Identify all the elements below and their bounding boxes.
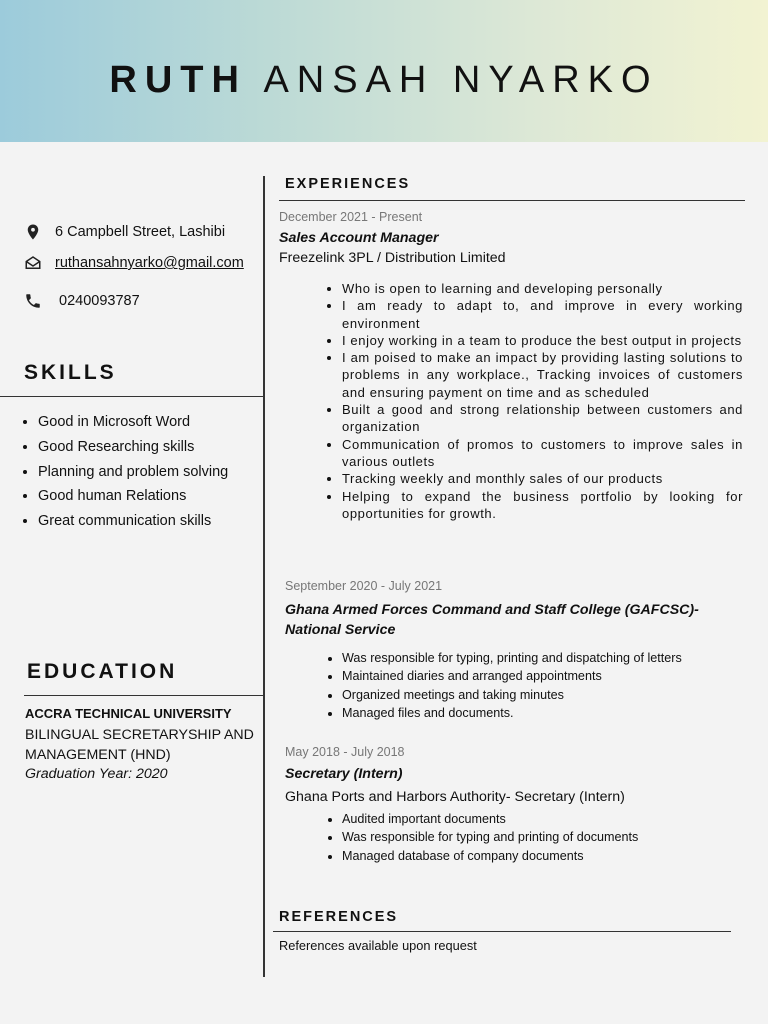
education-school: ACCRA TECHNICAL UNIVERSITY [25,706,232,721]
job-company: Freezelink 3PL / Distribution Limited [279,250,506,266]
skills-list [20,411,228,535]
phone-text: 0240093787 [59,293,140,309]
last-name: ANSAH NYARKO [263,59,659,101]
duty-item: • Audited important documents [342,810,742,828]
skills-divider [0,396,264,397]
experiences-heading: EXPERIENCES [285,176,411,192]
contact-phone [24,292,140,310]
duty-item: • Organized meetings and taking minutes [342,686,742,704]
education-degree: BILINGUAL SECRETARYSHIP AND MANAGEMENT (HND) [25,727,254,763]
references-divider [273,931,731,932]
duty-item: • Managed files and documents. [342,704,742,722]
email-link[interactable]: ruthansahnyarko@gmail.com [55,255,244,271]
job-company: Ghana Ports and Harbors Authority- Secretary (Intern) [285,789,625,805]
duty-item: • I am ready to adapt to, and improve in every working environment [342,297,743,332]
education-divider [24,695,264,696]
skill-item: • Good Researching skills [38,436,228,461]
header-banner [0,0,768,142]
job-duties-list [325,280,743,522]
skill-item: • Great communication skills [38,510,228,535]
duty-item: • I am poised to make an impact by providing lasting solutions to problems in any workplace., Tracking invoices of customers and ensuring payment on time and as scheduled [342,349,743,401]
duty-item: • I enjoy working in a team to produce the best output in projects [342,332,743,349]
job-role: Sales Account Manager [279,230,439,246]
experiences-divider [279,200,745,201]
location-pin-icon [24,223,42,241]
job-role: Ghana Armed Forces Command and Staff College (GAFCSC)- [285,602,699,618]
education-heading: EDUCATION [27,660,178,683]
job-duties-list [325,810,742,865]
phone-icon [24,292,42,310]
contact-address [24,223,225,241]
skill-item: • Good human Relations [38,485,228,510]
duty-item: • Was responsible for typing and printing of documents [342,828,742,846]
address-text: 6 Campbell Street, Lashibi [55,224,226,240]
first-name: RUTH [109,59,247,101]
education-year: Graduation Year: 2020 [25,766,168,782]
duty-item: • Managed database of company documents [342,847,742,865]
duty-item: • Maintained diaries and arranged appointments [342,667,742,685]
skill-item: • Planning and problem solving [38,461,228,486]
contact-email [24,254,244,272]
job-dates: September 2020 - July 2021 [285,579,443,593]
job-role: Secretary (Intern) [285,766,403,782]
skill-item: • Good in Microsoft Word [38,411,228,436]
duty-item: • Tracking weekly and monthly sales of our products [342,470,743,487]
candidate-name [0,58,768,102]
duty-item: • Communication of promos to customers to improve sales in various outlets [342,436,743,471]
job-dates: May 2018 - July 2018 [285,745,405,759]
job-dates: December 2021 - Present [279,210,423,224]
job-duties-list [325,649,742,722]
envelope-icon [24,254,42,272]
duty-item: • Helping to expand the business portfolio by looking for opportunities for growth. [342,488,743,523]
references-text: References available upon request [279,938,477,953]
references-heading: REFERENCES [279,909,399,925]
column-divider [263,176,265,977]
duty-item: • Who is open to learning and developing personally [342,280,743,297]
job-role-continued: National Service [285,622,396,638]
duty-item: • Built a good and strong relationship between customers and organization [342,401,743,436]
duty-item: • Was responsible for typing, printing and dispatching of letters [342,649,742,667]
skills-heading: SKILLS [24,361,117,384]
